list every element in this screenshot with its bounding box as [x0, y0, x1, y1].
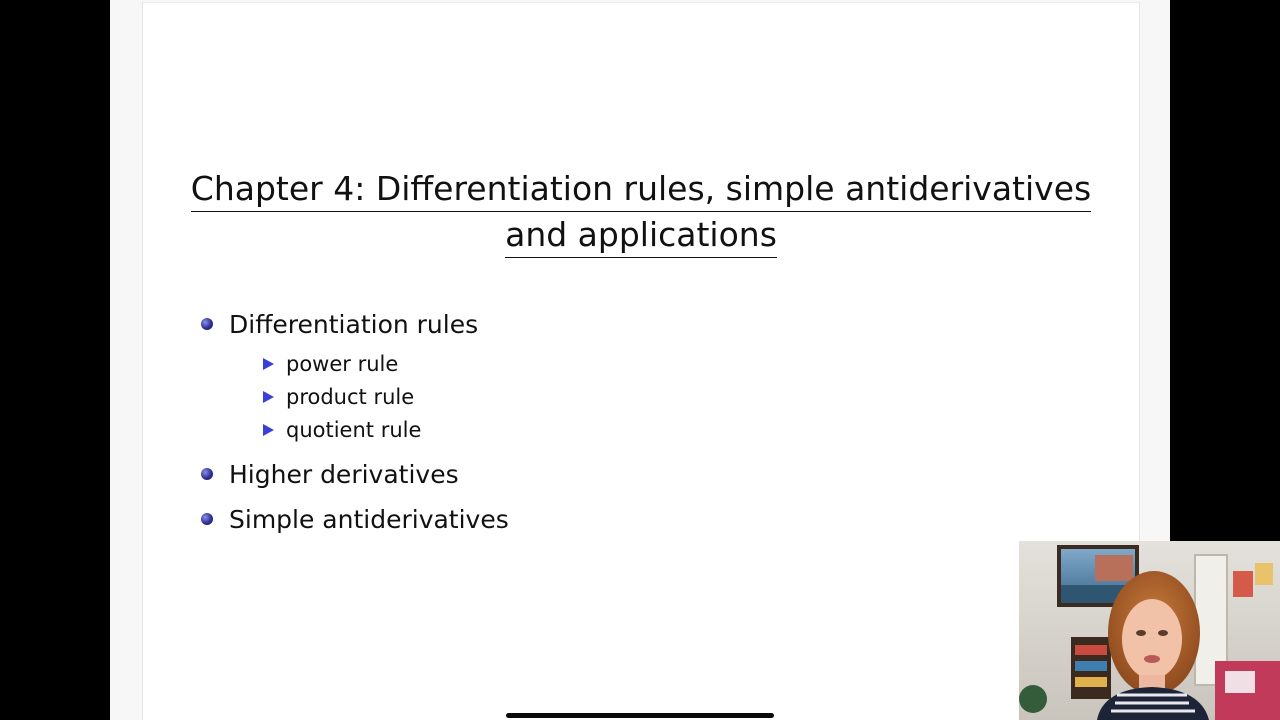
presenter-webcam[interactable] [1019, 541, 1280, 720]
list-item-simple-antiderivatives [201, 502, 509, 536]
sub-item-product-rule [263, 383, 414, 411]
slide-title-line-1: Chapter 4: Differentiation rules, simple antiderivatives [191, 167, 1091, 212]
triangle-bullet-icon [263, 358, 274, 370]
sphere-bullet-icon [201, 513, 213, 525]
list-item-label: Higher derivatives [229, 459, 459, 489]
list-item-label: Simple antiderivatives [229, 504, 509, 534]
sphere-bullet-icon [201, 318, 213, 330]
home-indicator[interactable] [506, 713, 774, 718]
list-item-higher-derivatives [201, 457, 459, 491]
sub-item-label: quotient rule [286, 418, 422, 442]
sub-item-power-rule [263, 350, 398, 378]
list-item-differentiation-rules [201, 307, 478, 341]
triangle-bullet-icon [263, 391, 274, 403]
sphere-bullet-icon [201, 468, 213, 480]
triangle-bullet-icon [263, 424, 274, 436]
sub-item-label: power rule [286, 352, 399, 376]
slide-title-line-2: and applications [505, 213, 777, 258]
presenter-video-frame [1019, 541, 1280, 720]
slide-title [143, 166, 1139, 258]
sub-item-quotient-rule [263, 416, 421, 444]
sub-item-label: product rule [286, 385, 415, 409]
slide-page [142, 2, 1140, 720]
list-item-label: Differentiation rules [229, 309, 479, 339]
